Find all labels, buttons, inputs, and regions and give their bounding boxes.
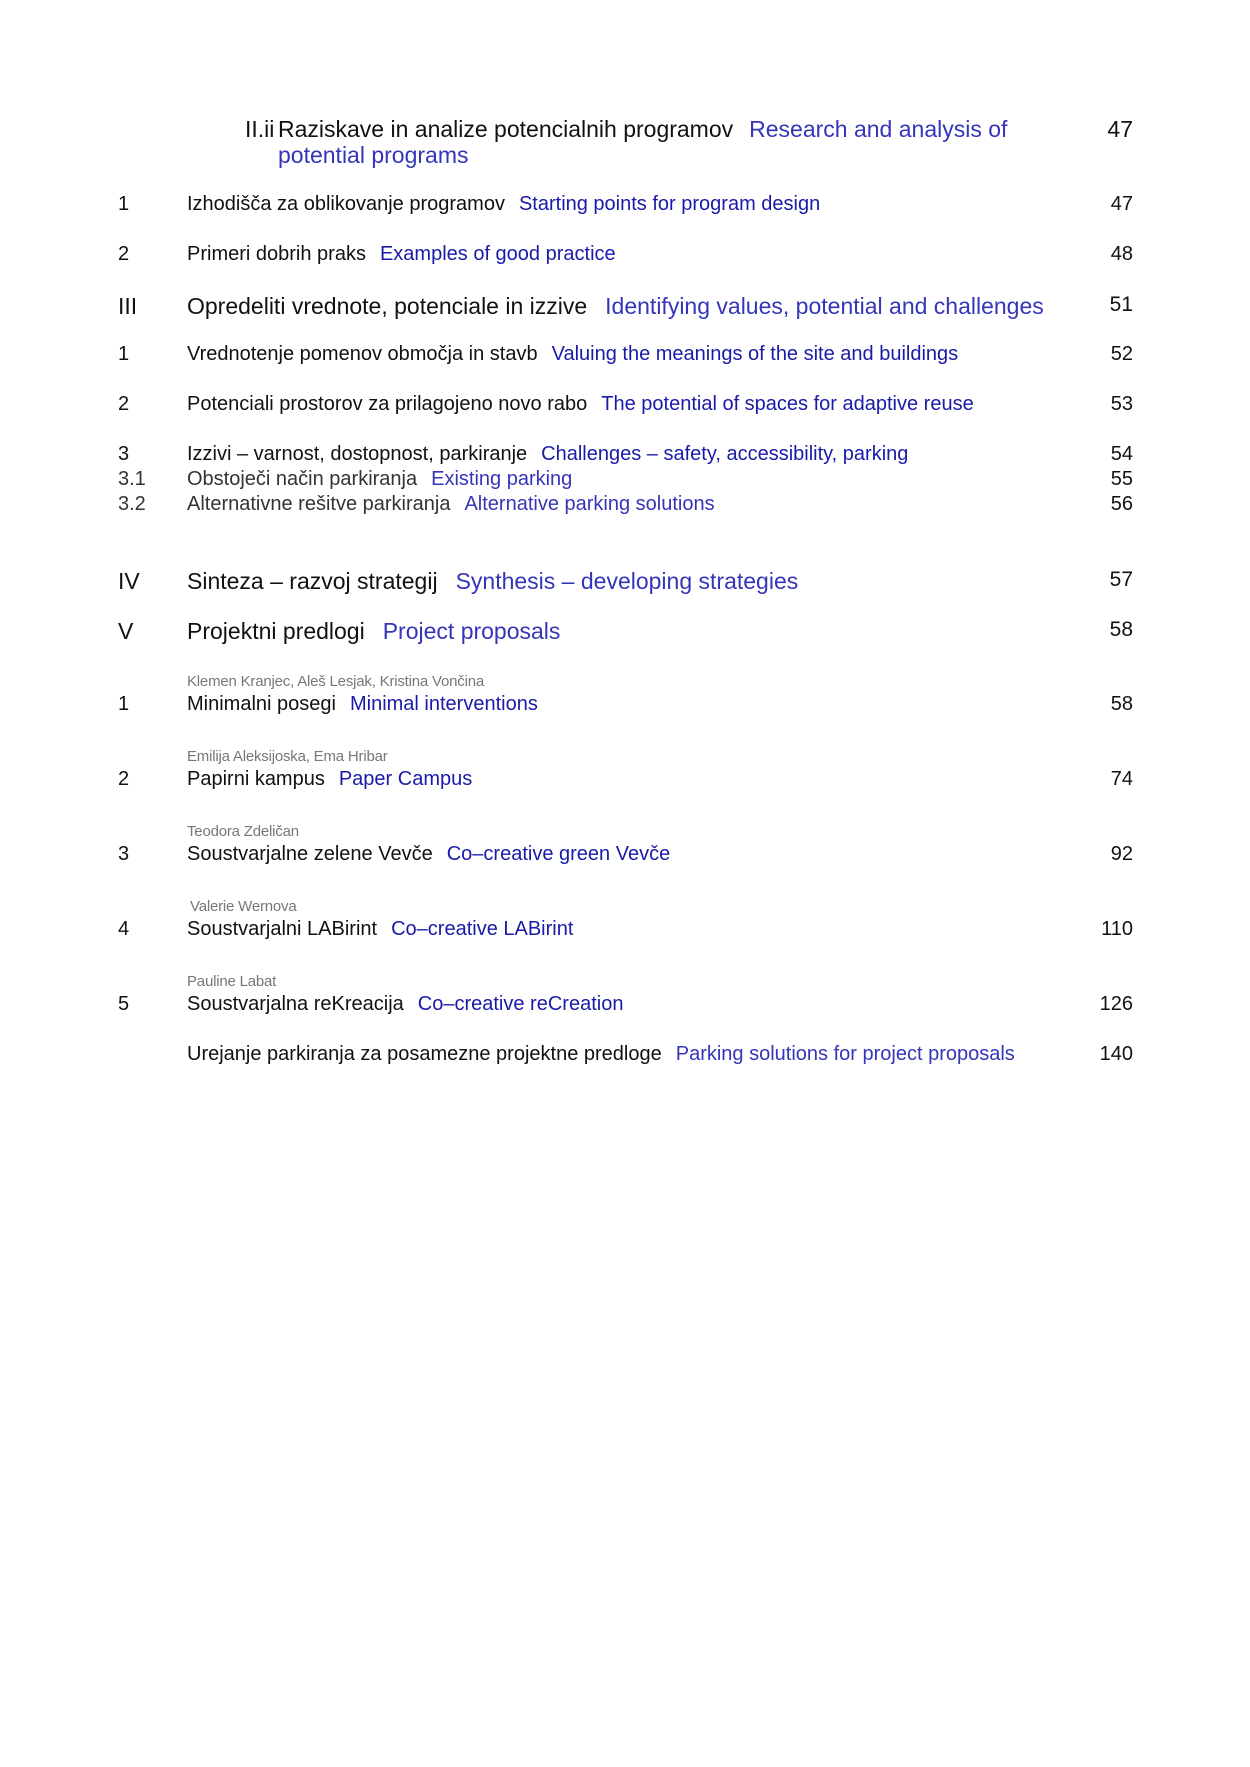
toc-page-number: 58	[1110, 693, 1133, 715]
toc-page-number: 54	[1110, 443, 1133, 465]
toc-title-en: Challenges – safety, accessibility, parking	[541, 443, 909, 465]
toc-title-en: Existing parking	[431, 468, 573, 490]
toc-entry-title	[187, 293, 1044, 320]
toc-title-sl: Urejanje parkiranja za posamezne projektne predloge	[187, 1043, 662, 1065]
toc-title-sl: Primeri dobrih praks	[187, 243, 366, 265]
toc-entry-title	[278, 116, 1018, 168]
toc-title-en: Minimal interventions	[349, 693, 538, 715]
toc-page-number: 74	[1110, 768, 1133, 790]
toc-page-number: 57	[1109, 568, 1133, 591]
toc-title-sl: Soustvarjalni LABirint	[187, 918, 378, 940]
toc-title-sl: Izhodišča za oblikovanje programov	[187, 193, 505, 215]
toc-title-sl: Sinteza – razvoj strategij	[187, 568, 438, 594]
toc-entry-authors: Klemen Kranjec, Aleš Lesjak, Kristina Vončina	[187, 673, 484, 690]
toc-entry-authors: Teodora Zdeličan	[187, 823, 299, 840]
toc-page-number: 58	[1109, 618, 1133, 641]
toc-title-sl: Vrednotenje pomenov območja in stavb	[187, 343, 538, 365]
toc-title-en: Examples of good practice	[379, 243, 616, 265]
toc-title-sl: Opredeliti vrednote, potenciale in izzive	[187, 293, 588, 319]
toc-page-number: 92	[1110, 843, 1133, 865]
toc-entry-authors: Pauline Labat	[187, 973, 277, 990]
toc-entry-title	[187, 468, 572, 491]
toc-title-sl: Projektni predlogi	[187, 618, 365, 644]
toc-page-number: 140	[1099, 1043, 1133, 1065]
toc-entry-title	[187, 393, 974, 416]
toc-entry-number: 2	[118, 768, 130, 790]
toc-entry-number: 2	[118, 393, 130, 415]
toc-title-en: Co–creative LABirint	[391, 918, 574, 940]
toc-title-en: Research and analysis of potential programs	[278, 116, 1008, 168]
toc-entry-title	[187, 618, 560, 645]
toc-title-en: Co–creative green Vevče	[446, 843, 671, 865]
toc-entry-number: 1	[118, 193, 130, 215]
toc-entry-title	[187, 568, 798, 595]
toc-title-en: Project proposals	[382, 618, 561, 644]
toc-entry-number: II.ii	[245, 116, 275, 142]
toc-entry-title	[187, 493, 715, 516]
toc-page-number: 47	[1110, 193, 1133, 215]
toc-title-sl: Raziskave in analize potencialnih programov	[278, 116, 734, 142]
toc-entry-number: 5	[118, 993, 130, 1015]
toc-entry-number: 3	[118, 843, 130, 865]
toc-entry-number: 2	[118, 243, 130, 265]
toc-title-en: Identifying values, potential and challenges	[605, 293, 1044, 319]
toc-title-en: The potential of spaces for adaptive reuse	[601, 393, 974, 415]
toc-page-number: 48	[1110, 243, 1133, 265]
toc-entry-title	[187, 768, 472, 791]
toc-title-en: Parking solutions for project proposals	[675, 1043, 1015, 1065]
toc-entry-number: V	[118, 618, 134, 644]
toc-entry-number: III	[118, 293, 138, 319]
toc-entry-title	[187, 193, 820, 216]
toc-title-sl: Papirni kampus	[187, 768, 325, 790]
toc-entry-number: 1	[118, 343, 130, 365]
toc-entry-authors: Emilija Aleksijoska, Ema Hribar	[187, 748, 388, 765]
toc-title-sl: Minimalni posegi	[187, 693, 336, 715]
toc-title-sl: Soustvarjalna reKreacija	[187, 993, 404, 1015]
toc-title-en: Paper Campus	[338, 768, 473, 790]
toc-entry-title	[187, 918, 573, 941]
toc-entry-title	[187, 843, 670, 866]
toc-page-number: 52	[1110, 343, 1133, 365]
toc-entry-title	[187, 1043, 1015, 1066]
toc-entry-number: 3	[118, 443, 130, 465]
toc-entry-title	[187, 443, 908, 466]
toc-page-number: 53	[1110, 393, 1133, 415]
toc-page-number: 47	[1107, 116, 1133, 142]
toc-entry-number: 1	[118, 693, 130, 715]
toc-page-number: 56	[1110, 493, 1133, 515]
toc-entry-title	[187, 693, 538, 716]
toc-entry-title	[187, 993, 623, 1016]
toc-title-sl: Soustvarjalne zelene Vevče	[187, 843, 433, 865]
toc-entry-number: 4	[118, 918, 130, 940]
toc-title-sl: Alternativne rešitve parkiranja	[187, 493, 451, 515]
toc-page-number: 51	[1109, 293, 1133, 316]
toc-title-en: Starting points for program design	[518, 193, 821, 215]
toc-entry-number: IV	[118, 568, 140, 594]
toc-entry-authors: Valerie Wernova	[190, 898, 297, 915]
toc-title-en: Co–creative reCreation	[417, 993, 624, 1015]
toc-title-sl: Potenciali prostorov za prilagojeno novo rabo	[187, 393, 588, 415]
toc-page-number: 55	[1110, 468, 1133, 490]
toc-title-sl: Izzivi – varnost, dostopnost, parkiranje	[187, 443, 528, 465]
toc-title-sl: Obstoječi način parkiranja	[187, 468, 418, 490]
toc-page-number: 110	[1101, 918, 1133, 940]
toc-title-en: Synthesis – developing strategies	[455, 568, 799, 594]
toc-entry-number: 3.1	[118, 468, 146, 490]
toc-title-en: Valuing the meanings of the site and buildings	[551, 343, 959, 365]
toc-entry-title	[187, 243, 616, 266]
toc-entry-title	[187, 343, 958, 366]
toc-page-number: 126	[1099, 993, 1133, 1015]
toc-title-en: Alternative parking solutions	[464, 493, 715, 515]
toc-entry-number: 3.2	[118, 493, 146, 515]
